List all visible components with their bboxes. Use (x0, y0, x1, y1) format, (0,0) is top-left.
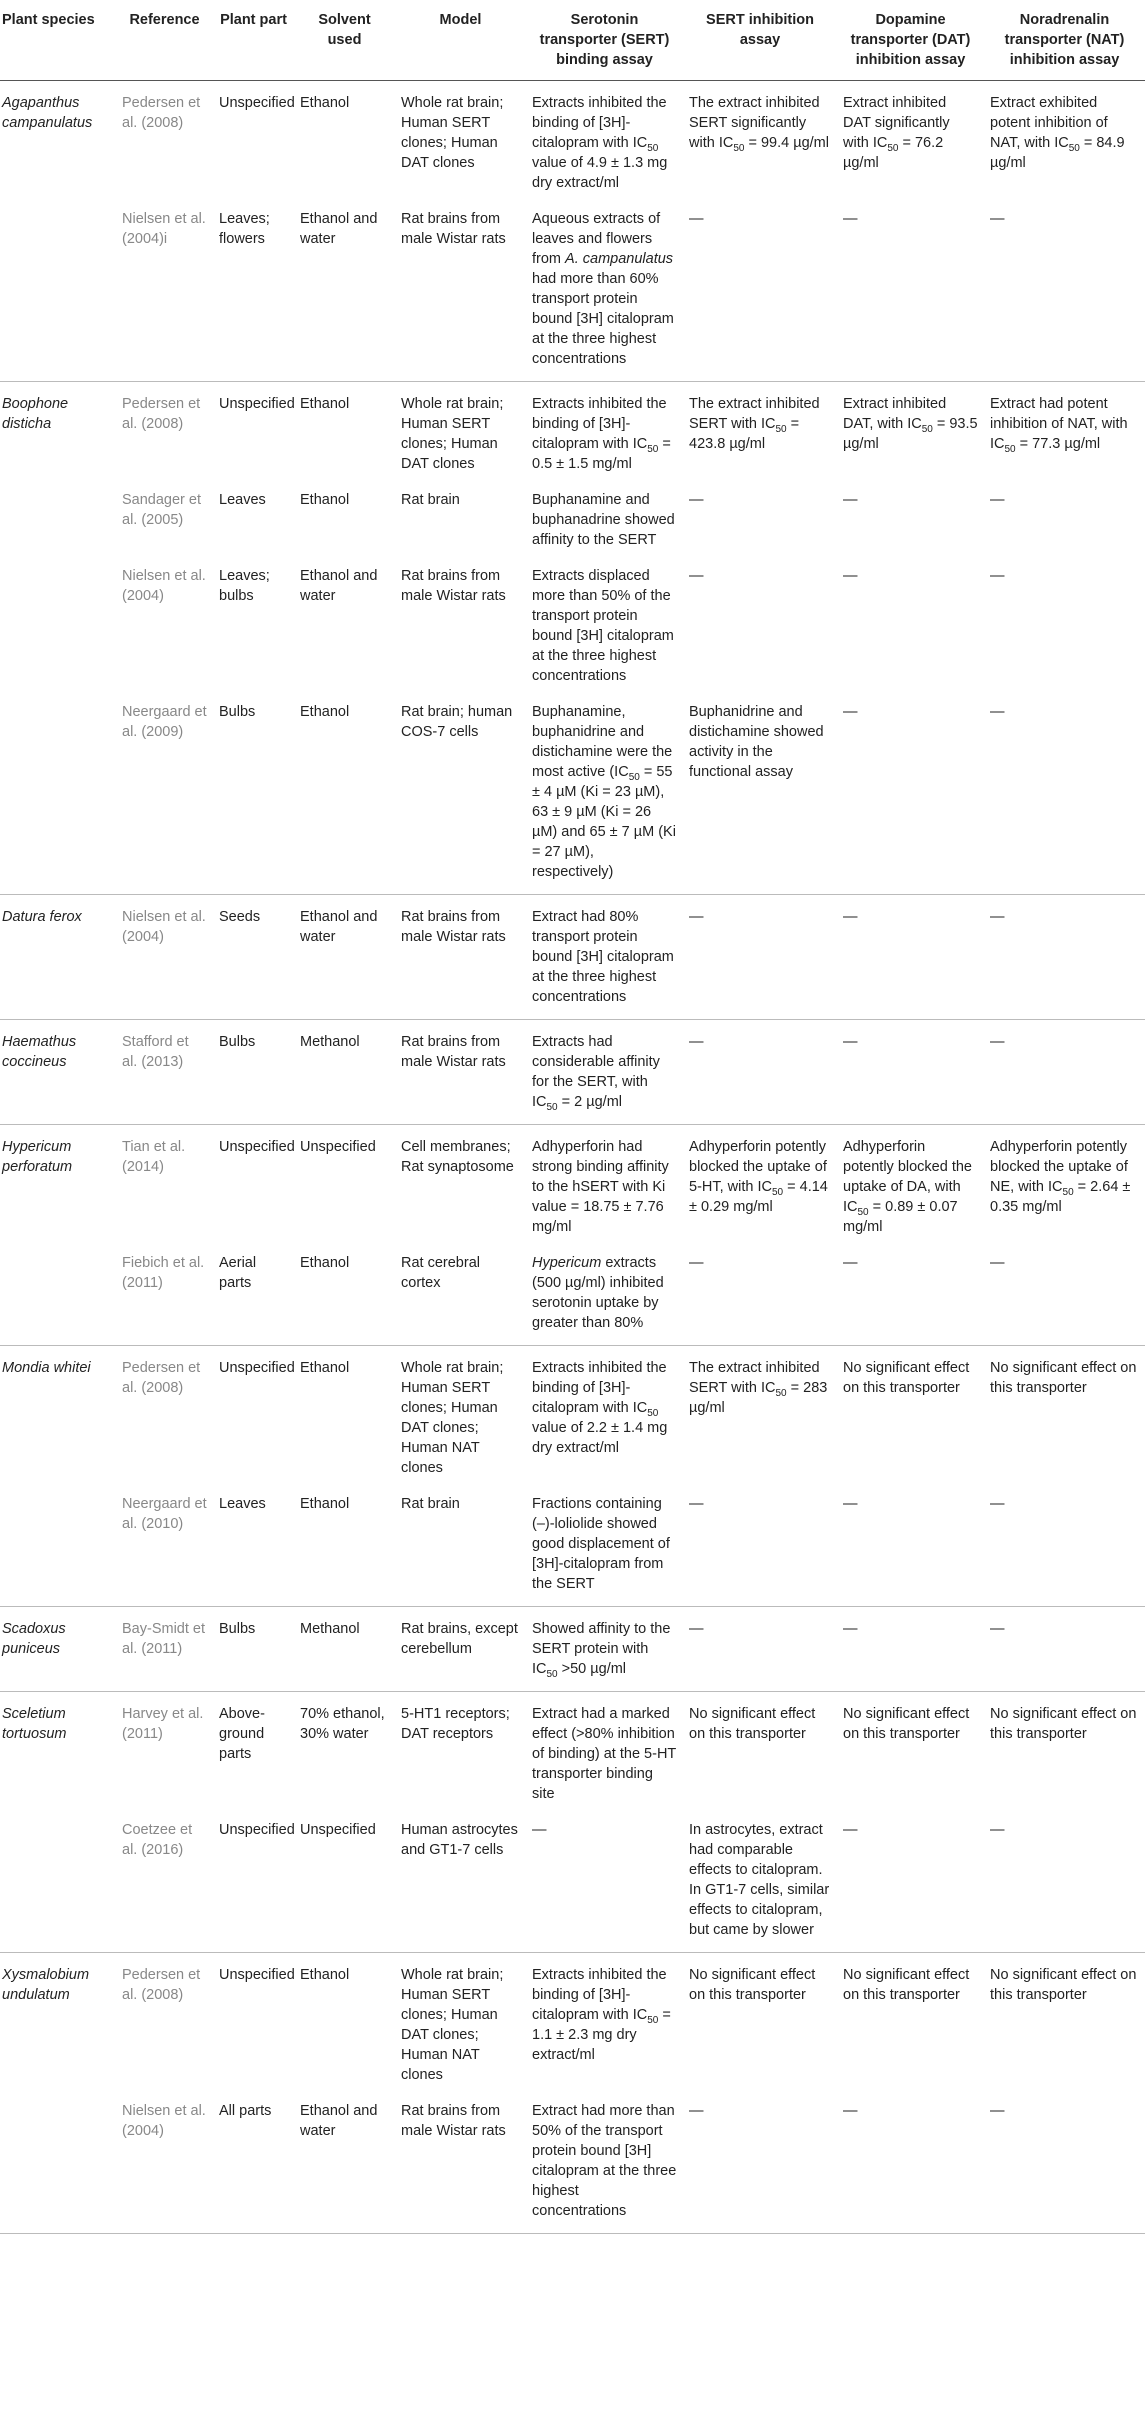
nat-inhibition-cell: — (990, 704, 1005, 720)
solvent-cell: 70% ethanol, 30% water (294, 1692, 395, 1813)
solvent-cell: Unspecified (294, 1125, 395, 1246)
sert-inhibition-cell: The extract inhibited SERT with $IC_{50} = 423.8$ µg/ml (683, 382, 837, 483)
header-dat-inhibition: Dopamine transporter (DAT) inhibition assay (837, 0, 984, 81)
nat-inhibition-cell: — (990, 1496, 1005, 1512)
solvent-cell: Ethanol (300, 1255, 350, 1271)
header-sert-inhibition: SERT inhibition assay (683, 0, 837, 81)
species-cell: Boophone disticha (0, 382, 116, 483)
model-cell: Whole rat brain; Human SERT clones; Human DAT clones; Human NAT clones (395, 1953, 526, 2094)
sert-inhibition-cell: No significant effect on this transporter (683, 1692, 837, 1813)
dat-inhibition-cell: — (843, 211, 858, 227)
dat-inhibition-cell: — (843, 568, 858, 584)
plant-part-cell: Leaves; bulbs (219, 568, 270, 604)
sert-binding-cell: Extracts inhibited the binding of [3H]-citalopram with $IC_{50} = 1.1 \pm 2.3$ mg dry extract/ml (526, 1953, 683, 2094)
plant-part-cell: Bulbs (213, 1607, 294, 1692)
solvent-cell: Ethanol (294, 382, 395, 483)
model-cell: Rat brains from male Wistar rats (401, 2103, 506, 2139)
table-row (0, 1692, 1145, 1813)
reference-cell: Stafford et al. (2013) (116, 1020, 213, 1125)
model-cell: Rat brain (401, 492, 460, 508)
header-plant-species: Plant species (0, 0, 116, 81)
sert-binding-cell: Extracts inhibited the binding of [3H]-citalopram with $IC_{50}$ value of 4.9 ± 1.3 mg dry extract/ml (526, 81, 683, 202)
nat-inhibition-cell: — (990, 1255, 1005, 1271)
solvent-cell: Unspecified (300, 1822, 376, 1838)
dat-inhibition-cell: — (843, 704, 858, 720)
species-cell (0, 201, 116, 382)
plant-part-cell: Leaves (219, 492, 266, 508)
species-cell: Scadoxus puniceus (0, 1607, 116, 1692)
reference-cell: Nielsen et al. (2004) (116, 895, 213, 1020)
solvent-cell: Ethanol (294, 1953, 395, 2094)
solvent-cell: Ethanol (294, 81, 395, 202)
table-row (0, 2093, 1145, 2234)
model-cell: Rat cerebral cortex (401, 1255, 480, 1291)
sert-inhibition-cell: — (689, 1496, 704, 1512)
header-model: Model (395, 0, 526, 81)
species-cell: Mondia whitei (0, 1346, 116, 1487)
species-cell (0, 482, 116, 558)
table-body (0, 81, 1145, 2234)
reference-cell: Pedersen et al. (2008) (116, 1346, 213, 1487)
species-cell: Hypericum perforatum (0, 1125, 116, 1246)
nat-inhibition-cell: — (984, 895, 1145, 1020)
plant-part-cell: Unspecified (213, 1346, 294, 1487)
dat-inhibition-cell: — (843, 2103, 858, 2119)
plant-part-cell: Unspecified (213, 81, 294, 202)
reference-cell: Pedersen et al. (2008) (116, 81, 213, 202)
table-row (0, 482, 1145, 558)
table-row (0, 694, 1145, 895)
nat-inhibition-cell: Extract exhibited potent inhibition of NAT, with $IC_{50} = 84.9$ µg/ml (984, 81, 1145, 202)
reference-cell: Neergaard et al. (2010) (122, 1496, 207, 1532)
table-row (0, 1020, 1145, 1125)
species-cell (0, 558, 116, 694)
sert-inhibition-cell: No significant effect on this transporter (683, 1953, 837, 2094)
sert-inhibition-cell: — (689, 492, 704, 508)
sert-inhibition-cell: In astrocytes, extract had comparable effects to citalopram. In GT1-7 cells, similar effects to citalopram, but came by slower (689, 1822, 830, 1938)
solvent-cell: Ethanol and water (294, 895, 395, 1020)
table-row (0, 201, 1145, 382)
model-cell: Rat brains from male Wistar rats (401, 211, 506, 247)
model-cell: Rat brains from male Wistar rats (395, 895, 526, 1020)
nat-inhibition-cell: No significant effect on this transporter (984, 1692, 1145, 1813)
nat-inhibition-cell: — (990, 568, 1005, 584)
model-cell: Rat brain; human COS-7 cells (401, 704, 513, 740)
reference-cell: Nielsen et al. (2004) (122, 568, 206, 604)
reference-cell: Nielsen et al. (2004) (122, 2103, 206, 2139)
reference-cell: Fiebich et al. (2011) (122, 1255, 205, 1291)
dat-inhibition-cell: — (837, 1020, 984, 1125)
dat-inhibition-cell: Adhyperforin potently blocked the uptake of DA, with $IC_{50} = 0.89 \pm 0.07$ mg/ml (837, 1125, 984, 1246)
plant-part-cell: Unspecified (213, 1125, 294, 1246)
sert-binding-cell: Fractions containing (–)-loliolide showed good displacement of [3H]-citalopram from the SERT (532, 1496, 670, 1592)
plant-part-cell: Above-ground parts (213, 1692, 294, 1813)
table-row (0, 1812, 1145, 1953)
species-cell: Sceletium tortuosum (0, 1692, 116, 1813)
model-cell: Cell membranes; Rat synaptosome (395, 1125, 526, 1246)
sert-inhibition-cell: The extract inhibited SERT with $IC_{50} = 283$ µg/ml (683, 1346, 837, 1487)
nat-inhibition-cell: No significant effect on this transporter (984, 1953, 1145, 2094)
dat-inhibition-cell: — (843, 1496, 858, 1512)
solvent-cell: Methanol (294, 1607, 395, 1692)
plant-part-cell: Leaves (219, 1496, 266, 1512)
sert-binding-cell: Adhyperforin had strong binding affinity to the hSERT with Ki value = 18.75 ± 7.76 mg/ml (526, 1125, 683, 1246)
model-cell: 5-HT1 receptors; DAT receptors (395, 1692, 526, 1813)
dat-inhibition-cell: — (837, 1607, 984, 1692)
reference-cell: Bay-Smidt et al. (2011) (116, 1607, 213, 1692)
solvent-cell: Ethanol (300, 492, 350, 508)
sert-binding-cell: Buphanamine, buphanidrine and distichamine were the most active ($IC_{50} = 55 \pm 4$ µM (Ki = 23 µM), 63 ± 9 µM (Ki = 26 µM) and 65 ± 7 µM (Ki = 27 µM), respectively) (532, 704, 676, 880)
sert-inhibition-cell: — (689, 568, 704, 584)
table-row (0, 1125, 1145, 1246)
model-cell: Whole rat brain; Human SERT clones; Human DAT clones (395, 81, 526, 202)
reference-cell: Coetzee et al. (2016) (122, 1822, 193, 1858)
sert-binding-cell: Aqueous extracts of leaves and flowers from A. campanulatus had more than 60% transport protein bound [3H] citalopram at the three highest concentrations (532, 211, 674, 367)
nat-inhibition-cell: — (990, 1822, 1005, 1838)
reference-cell: Harvey et al. (2011) (116, 1692, 213, 1813)
dat-inhibition-cell: Extract inhibited DAT significantly with $IC_{50} = 76.2$ µg/ml (837, 81, 984, 202)
sert-inhibition-cell: — (683, 1020, 837, 1125)
plant-part-cell: Seeds (213, 895, 294, 1020)
table-row (0, 1607, 1145, 1692)
solvent-cell: Ethanol (294, 1346, 395, 1487)
species-cell (0, 1245, 116, 1346)
model-cell: Rat brain (401, 1496, 460, 1512)
sert-binding-cell: Extract had more than 50% of the transport protein bound [3H] citalopram at the three highest concentrations (532, 2103, 677, 2219)
plant-part-cell: All parts (219, 2103, 272, 2119)
sert-inhibition-cell: — (689, 1255, 704, 1271)
nat-inhibition-cell: Extract had potent inhibition of NAT, with $IC_{50} = 77.3$ µg/ml (984, 382, 1145, 483)
reference-cell: Pedersen et al. (2008) (116, 382, 213, 483)
nat-inhibition-cell: Adhyperforin potently blocked the uptake of NE, with $IC_{50} = 2.64 \pm 0.35$ mg/ml (984, 1125, 1145, 1246)
solvent-cell: Ethanol and water (300, 211, 378, 247)
table-row (0, 1486, 1145, 1607)
species-cell: Datura ferox (0, 895, 116, 1020)
dat-inhibition-cell: — (843, 1255, 858, 1271)
species-cell (0, 1486, 116, 1607)
model-cell: Whole rat brain; Human SERT clones; Human DAT clones (395, 382, 526, 483)
sert-binding-cell: Extracts had considerable affinity for the SERT, with $IC_{50} = 2$ µg/ml (526, 1020, 683, 1125)
sert-binding-cell: Buphanamine and buphanadrine showed affinity to the SERT (532, 492, 675, 548)
sert-binding-cell: Showed affinity to the SERT protein with $IC_{50} >50$ µg/ml (526, 1607, 683, 1692)
reference-cell: Tian et al. (2014) (116, 1125, 213, 1246)
dat-inhibition-cell: — (843, 1822, 858, 1838)
table-row (0, 382, 1145, 483)
sert-binding-cell: — (532, 1822, 547, 1838)
sert-inhibition-cell: — (689, 211, 704, 227)
table-row (0, 81, 1145, 202)
species-cell (0, 1812, 116, 1953)
solvent-cell: Ethanol and water (300, 568, 378, 604)
sert-binding-cell: Extract had 80% transport protein bound [3H] citalopram at the three highest concentrations (526, 895, 683, 1020)
sert-binding-cell: Extract had a marked effect (>80% inhibition of binding) at the 5-HT transporter binding site (526, 1692, 683, 1813)
species-cell (0, 694, 116, 895)
header-nat-inhibition: Noradrenalin transporter (NAT) inhibition assay (984, 0, 1145, 81)
nat-inhibition-cell: — (984, 1607, 1145, 1692)
reference-cell: Pedersen et al. (2008) (116, 1953, 213, 2094)
dat-inhibition-cell: Extract inhibited DAT, with $IC_{50} = 93.5$ µg/ml (837, 382, 984, 483)
plant-part-cell: Bulbs (219, 704, 256, 720)
reference-cell: Neergaard et al. (2009) (122, 704, 207, 740)
header-sert-binding: Serotonin transporter (SERT) binding assay (526, 0, 683, 81)
solvent-cell: Methanol (294, 1020, 395, 1125)
model-cell: Rat brains from male Wistar rats (401, 568, 506, 604)
table-row (0, 1245, 1145, 1346)
header-solvent: Solvent used (294, 0, 395, 81)
sert-inhibition-cell: — (689, 2103, 704, 2119)
plant-part-cell: Bulbs (213, 1020, 294, 1125)
solvent-cell: Ethanol (300, 1496, 350, 1512)
plant-part-cell: Unspecified (213, 382, 294, 483)
nat-inhibition-cell: — (990, 211, 1005, 227)
species-cell: Haemathus coccineus (0, 1020, 116, 1125)
model-cell: Rat brains, except cerebellum (395, 1607, 526, 1692)
table-row (0, 895, 1145, 1020)
sert-inhibition-cell: The extract inhibited SERT significantly with $IC_{50} = 99.4$ µg/ml (683, 81, 837, 202)
model-cell: Rat brains from male Wistar rats (395, 1020, 526, 1125)
species-cell: Xysmalobium undulatum (0, 1953, 116, 2094)
nat-inhibition-cell: — (990, 2103, 1005, 2119)
sert-binding-cell: Extracts inhibited the binding of [3H]-citalopram with $IC_{50} = 0.5 \pm 1.5$ mg/ml (526, 382, 683, 483)
table-row (0, 558, 1145, 694)
sert-binding-cell: Extracts inhibited the binding of [3H]-citalopram with $IC_{50}$ value of 2.2 ± 1.4 mg dry extract/ml (526, 1346, 683, 1487)
plant-part-cell: Aerial parts (219, 1255, 257, 1291)
species-cell (0, 2093, 116, 2234)
dat-inhibition-cell: — (843, 492, 858, 508)
header-reference: Reference (116, 0, 213, 81)
nat-inhibition-cell: No significant effect on this transporter (984, 1346, 1145, 1487)
reference-cell: Nielsen et al. (2004)i (122, 211, 206, 247)
species-cell: Agapanthus campanulatus (0, 81, 116, 202)
sert-inhibition-cell: — (683, 895, 837, 1020)
plant-part-cell: Leaves; flowers (219, 211, 270, 247)
sert-binding-cell: Extracts displaced more than 50% of the transport protein bound [3H] citalopram at the three highest concentrations (532, 568, 674, 684)
sert-inhibition-cell: — (683, 1607, 837, 1692)
solvent-cell: Ethanol (300, 704, 350, 720)
header-row (0, 0, 1145, 81)
solvent-cell: Ethanol and water (300, 2103, 378, 2139)
sert-inhibition-cell: Adhyperforin potently blocked the uptake of 5-HT, with $IC_{50} = 4.14 \pm 0.29$ mg/ml (683, 1125, 837, 1246)
nat-inhibition-cell: — (984, 1020, 1145, 1125)
dat-inhibition-cell: No significant effect on this transporter (837, 1346, 984, 1487)
plant-part-cell: Unspecified (219, 1822, 295, 1838)
nat-inhibition-cell: — (990, 492, 1005, 508)
table-row (0, 1346, 1145, 1487)
table-row (0, 1953, 1145, 2094)
sert-inhibition-cell: Buphanidrine and distichamine showed activity in the functional assay (689, 704, 824, 780)
plant-part-cell: Unspecified (213, 1953, 294, 2094)
dat-inhibition-cell: No significant effect on this transporter (837, 1953, 984, 2094)
reference-cell: Sandager et al. (2005) (122, 492, 202, 528)
model-cell: Whole rat brain; Human SERT clones; Human DAT clones; Human NAT clones (395, 1346, 526, 1487)
header-plant-part: Plant part (213, 0, 294, 81)
dat-inhibition-cell: — (837, 895, 984, 1020)
dat-inhibition-cell: No significant effect on this transporter (837, 1692, 984, 1813)
model-cell: Human astrocytes and GT1-7 cells (401, 1822, 518, 1858)
sert-binding-cell: Hypericum extracts (500 µg/ml) inhibited serotonin uptake by greater than 80% (532, 1255, 664, 1331)
